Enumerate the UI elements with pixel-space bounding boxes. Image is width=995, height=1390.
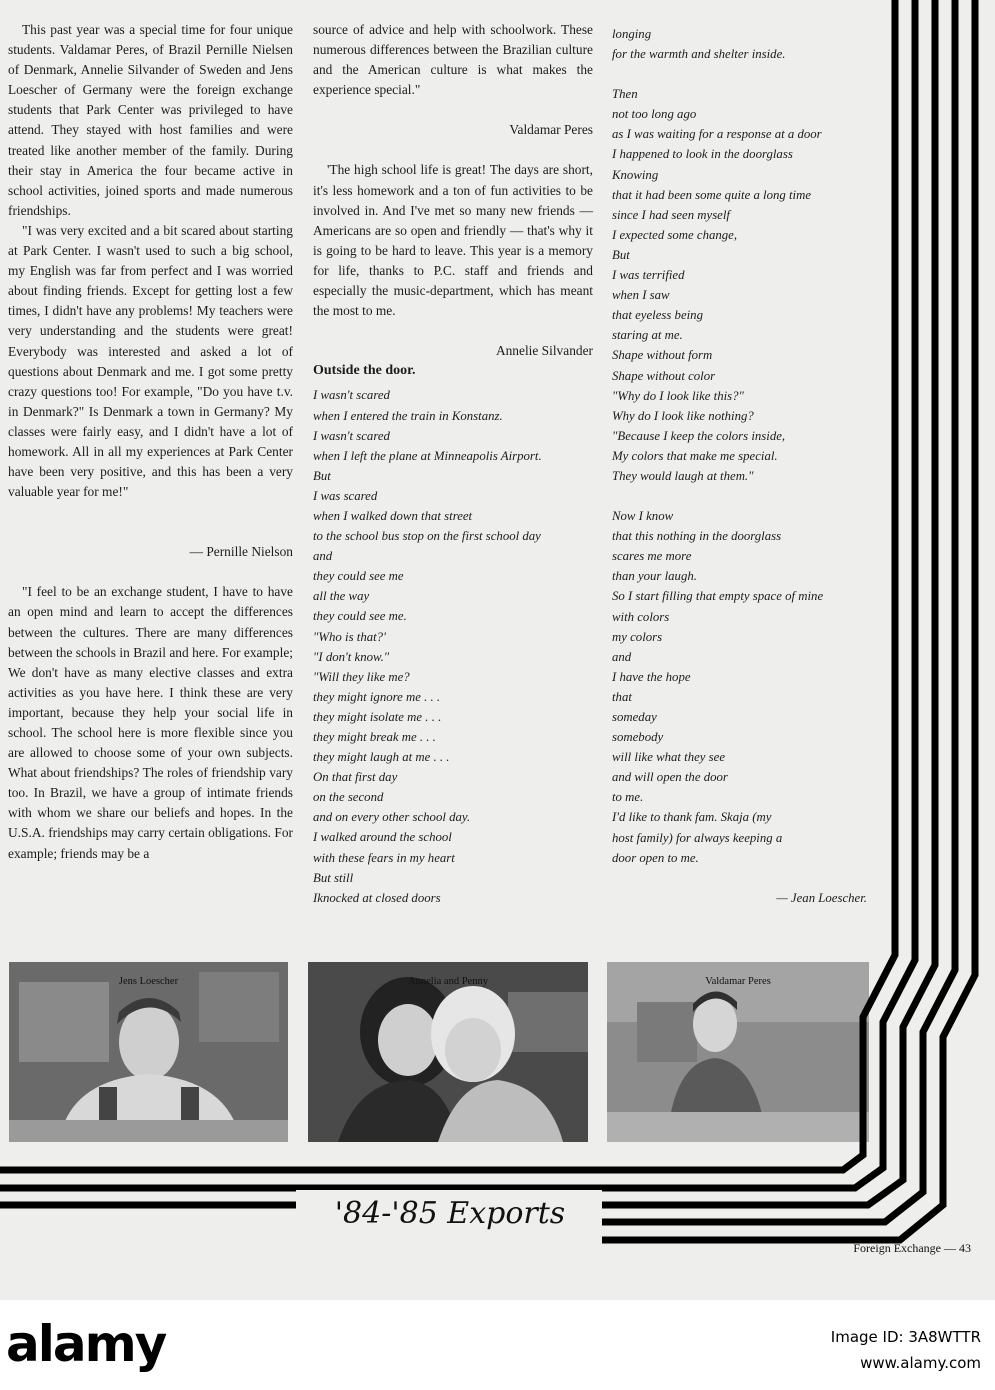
poem-line: host family) for always keeping a	[612, 830, 783, 845]
poem-line: someday	[612, 710, 657, 724]
poem-line: scares me more	[612, 549, 692, 564]
poem-line: when I left the plane at Minneapolis Airport.	[313, 448, 542, 463]
page-title: '84-'85 Exports	[334, 1196, 566, 1231]
poem-line: Now I know	[612, 509, 674, 524]
poem-line: than your laugh.	[612, 569, 697, 584]
poem-line: when I entered the train in Konstanz.	[313, 408, 503, 423]
poem-line: Then	[612, 87, 638, 102]
poem-line: So I start filling that empty space of mine	[612, 589, 824, 604]
poem-line: I was scared	[313, 488, 378, 503]
poem-line: But still	[313, 870, 354, 885]
stock-url[interactable]: www.alamy.com	[860, 1354, 981, 1372]
poem-line: "Why do I look like this?"	[612, 388, 744, 403]
poem-line: when I walked down that street	[313, 508, 473, 523]
photo-caption-jens: Jens Loescher	[118, 976, 179, 987]
poem-line: and will open the door	[612, 770, 728, 785]
poem-line: on the second	[313, 790, 384, 805]
poem-line: that eyeless being	[612, 308, 703, 323]
valdamar-signature: Valdamar Peres	[509, 122, 593, 138]
poem-line: will like what they see	[612, 750, 726, 765]
pernille-quote: "I was very excited and a bit scared about starting at Park Center. I wasn't used to such a big school, my English was far from perfect and I was worried about finding friends. Except for getting lost a few times, I didn't have any problems! My teachers were very understanding and the students were great! Everybody was interested and asked a lot of questions about Denmark and me. I got some pretty crazy questions too! For example, "Do you have t.v. in Denmark?" Is Denmark a town in Germany? My classes were fairly easy, and I didn't have a lot of homework. All in all my experiences at Park Center have been very positive, and this has been a very valuable year for me!"	[8, 222, 293, 500]
poem-line: I was terrified	[612, 268, 685, 283]
poem-line: they could see me.	[313, 609, 407, 624]
poem-line: and	[612, 649, 632, 664]
poem-line: "Who is that?'	[313, 629, 386, 644]
poem-line: they could see me	[313, 569, 404, 584]
poem-line: to me.	[612, 790, 644, 805]
poem-line: they might isolate me . . .	[313, 709, 442, 724]
poem-line: But	[612, 247, 630, 262]
poem-line: But	[313, 468, 331, 483]
valdamar-quote: "I feel to be an exchange student, I have to have an open mind and learn to accept the differences between the cultures. There are many differences between the schools in Brazil and here. For example; We don't have as many elective classes and extra activities as you have here. I think these are very important, because they help your social life in school. The school here is more flexible since you are allowed to choose some of your own subjects. What about friendships? The roles of friendship vary too. In Brazil, we have a group of intimate friends with whom we share our beliefs and hopes. In the U.S.A. friendships may carry certain obligations. For example; friends may be a	[8, 584, 293, 861]
poem-line: staring at me.	[612, 328, 683, 343]
poem-line: I expected some change,	[612, 227, 738, 242]
page-folio: Foreign Exchange — 43	[853, 1241, 971, 1255]
poem-line: to the school bus stop on the first school day	[313, 529, 541, 544]
intro-paragraph: This past year was a special time for four unique students. Valdamar Peres, of Brazil Pernille Nielsen of Denmark, Annelie Silvander of Sweden and Jens Loescher of Germany were the foreign exchange students that Park Center was privileged to have attend. They stayed with host families and were treated like another member of the family. During their stay in America the four became active in school activities, joined sports and made numerous friendships.	[8, 22, 293, 218]
poem-line: On that first day	[313, 770, 398, 785]
pernille-signature: — Pernille Nielson	[189, 544, 293, 560]
poem-line: for the warmth and shelter inside.	[612, 47, 786, 62]
poem-line: I have the hope	[612, 669, 691, 684]
poem-line: Knowing	[612, 167, 659, 182]
poem-line: I'd like to thank fam. Skaja (my	[612, 810, 772, 825]
poem-line: with colors	[612, 609, 670, 624]
poem-line: I walked around the school	[313, 830, 452, 845]
stock-brand-logo: alamy	[6, 1315, 166, 1373]
poem-line: "I don't know."	[313, 649, 390, 664]
poem-line: I happened to look in the doorglass	[612, 147, 793, 162]
photo-caption-annelia-penny: Annelia and Penny	[408, 976, 488, 987]
poem-line: My colors that make me special.	[612, 448, 778, 463]
poem-line: They would laugh at them."	[612, 468, 754, 483]
annelie-signature: Annelie Silvander	[495, 343, 593, 359]
stock-image-id: Image ID: 3A8WTTR	[830, 1328, 981, 1346]
poem-line: I wasn't scared	[313, 428, 390, 443]
poem-line: when I saw	[612, 288, 670, 303]
poem-line: that it had been some quite a long time	[612, 187, 812, 202]
poem-line: they might ignore me . . .	[313, 689, 441, 704]
poem-line: with these fears in my heart	[313, 850, 455, 865]
poem-line: they might break me . . .	[313, 730, 436, 744]
poem-line: and	[313, 549, 333, 564]
poem-line: Iknocked at closed doors	[313, 890, 441, 905]
poem-line: Why do I look like nothing?	[612, 408, 754, 423]
poem-title: Outside the door.	[313, 363, 416, 379]
poem-line: as I was waiting for a response at a door	[612, 127, 822, 142]
poem-line: I wasn't scared	[313, 388, 390, 403]
poem-line: that	[612, 689, 632, 704]
poem-line: somebody	[612, 730, 664, 745]
poem-line: "Because I keep the colors inside,	[612, 428, 786, 443]
poem-line: all the way	[313, 589, 370, 604]
poem-line: that this nothing in the doorglass	[612, 529, 782, 544]
poem-line: and on every other school day.	[313, 810, 471, 825]
photo-caption-valdamar: Valdamar Peres	[705, 976, 771, 987]
poem-line: Shape without color	[612, 368, 716, 383]
poem-line: since I had seen myself	[612, 207, 730, 222]
poem-signature: — Jean Loescher.	[776, 890, 867, 905]
poem-line: "Will they like me?	[313, 669, 410, 684]
valdamar-quote-end: source of advice and help with schoolwork. These numerous differences between the Brazilian culture and the American culture is what makes the experience special."	[313, 22, 593, 98]
poem-line: they might laugh at me . . .	[313, 750, 450, 765]
poem-line: door open to me.	[612, 850, 699, 865]
poem-line: not too long ago	[612, 107, 697, 122]
poem-line: my colors	[612, 629, 663, 644]
poem-line: longing	[612, 27, 652, 41]
poem-line: Shape without form	[612, 348, 713, 363]
annelie-quote: 'The high school life is great! The days are short, it's less homework and a ton of fun activities to be involved in. And I've met so many new friends — Americans are so open and friendly — that's why it is going to be hard to leave. This year is a memory for life, thanks to P.C. staff and friends and especially the music-department, which has meant the most to me.	[313, 162, 593, 319]
